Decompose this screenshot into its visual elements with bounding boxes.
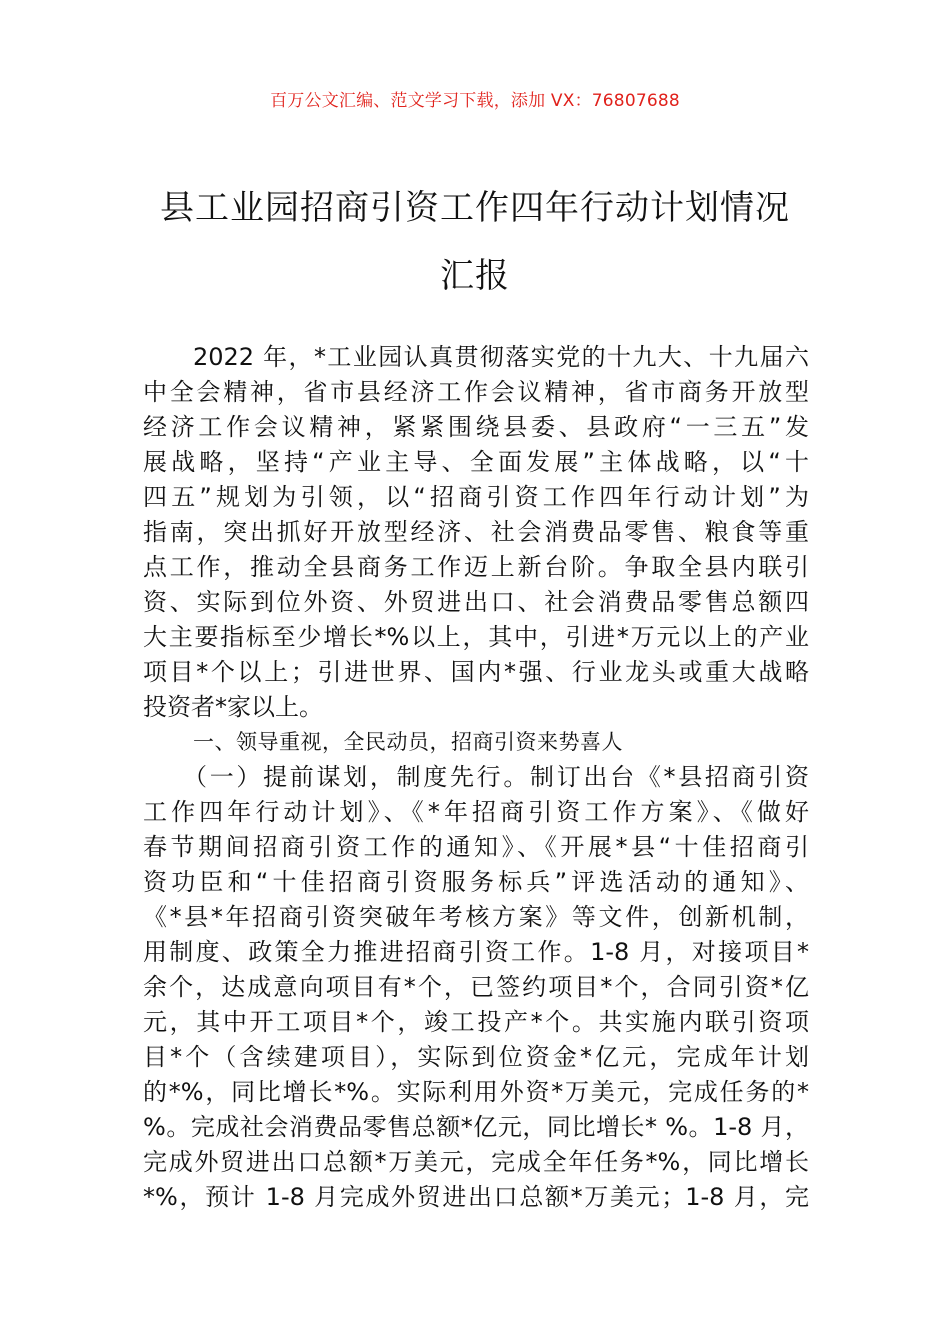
paragraph-line: 2022 年，*工业园认真贯彻落实党的十九大、十九届六 — [193, 343, 809, 371]
paragraph-line: 春节期间招商引资工作的通知》、《开展*县“十佳招商引 — [143, 833, 809, 861]
paragraph-line: 经济工作会议精神，紧紧围绕县委、县政府“一三五”发 — [143, 413, 809, 441]
paragraph-line: 资功臣和“十佳招商引资服务标兵”评选活动的通知》、 — [143, 868, 809, 896]
paragraph-line: 点工作，推动全县商务工作迈上新台阶。争取全县内联引 — [143, 553, 809, 581]
paragraph-line: 余个，达成意向项目有*个，已签约项目*个，合同引资*亿 — [143, 973, 809, 1001]
paragraph-line: 展战略，坚持“产业主导、全面发展”主体战略，以“十 — [143, 448, 809, 476]
paragraph-line: *%，预计 1-8 月完成外贸进出口总额*万美元；1-8 月，完 — [143, 1183, 809, 1211]
paragraph-line: 投资者*家以上。 — [143, 693, 323, 721]
paragraph-line: 中全会精神，省市县经济工作会议精神，省市商务开放型 — [143, 378, 809, 406]
paragraph-line: 资、实际到位外资、外贸进出口、社会消费品零售总额四 — [143, 588, 809, 616]
paragraph-line: 工作四年行动计划》、《*年招商引资工作方案》、《做好 — [143, 798, 809, 826]
paragraph-line: 用制度、政策全力推进招商引资工作。1-8 月，对接项目* — [143, 938, 809, 966]
paragraph-line: 的*%，同比增长*%。实际利用外资*万美元，完成任务的* — [143, 1078, 809, 1106]
paragraph-line: %。完成社会消费品零售总额*亿元，同比增长* %。1-8 月， — [143, 1113, 809, 1141]
document-body — [143, 340, 809, 1215]
paragraph-line: 四五”规划为引领，以“招商引资工作四年行动计划”为 — [143, 483, 809, 511]
paragraph-line: 元，其中开工项目*个，竣工投产*个。共实施内联引资项 — [143, 1008, 809, 1036]
document-title-line-2: 汇报 — [440, 256, 510, 296]
paragraph-line: 《*县*年招商引资突破年考核方案》等文件，创新机制， — [143, 903, 809, 931]
paragraph-line: （一）提前谋划，制度先行。制订出台《*县招商引资 — [183, 763, 809, 791]
watermark-banner: 百万公文汇编、范文学习下载，添加 VX：76807688 — [270, 91, 680, 111]
paragraph-line: 完成外贸进出口总额*万美元，完成全年任务*%，同比增长 — [143, 1148, 809, 1176]
section-heading: 一、领导重视，全民动员，招商引资来势喜人 — [193, 730, 623, 754]
paragraph-line: 目*个（含续建项目），实际到位资金*亿元，完成年计划 — [143, 1043, 809, 1071]
paragraph-line: 项目*个以上；引进世界、国内*强、行业龙头或重大战略 — [143, 658, 809, 686]
paragraph-line: 大主要指标至少增长*%以上，其中，引进*万元以上的产业 — [143, 623, 809, 651]
paragraph-line: 指南，突出抓好开放型经济、社会消费品零售、粮食等重 — [143, 518, 809, 546]
document-title-line-1: 县工业园招商引资工作四年行动计划情况 — [160, 188, 790, 228]
